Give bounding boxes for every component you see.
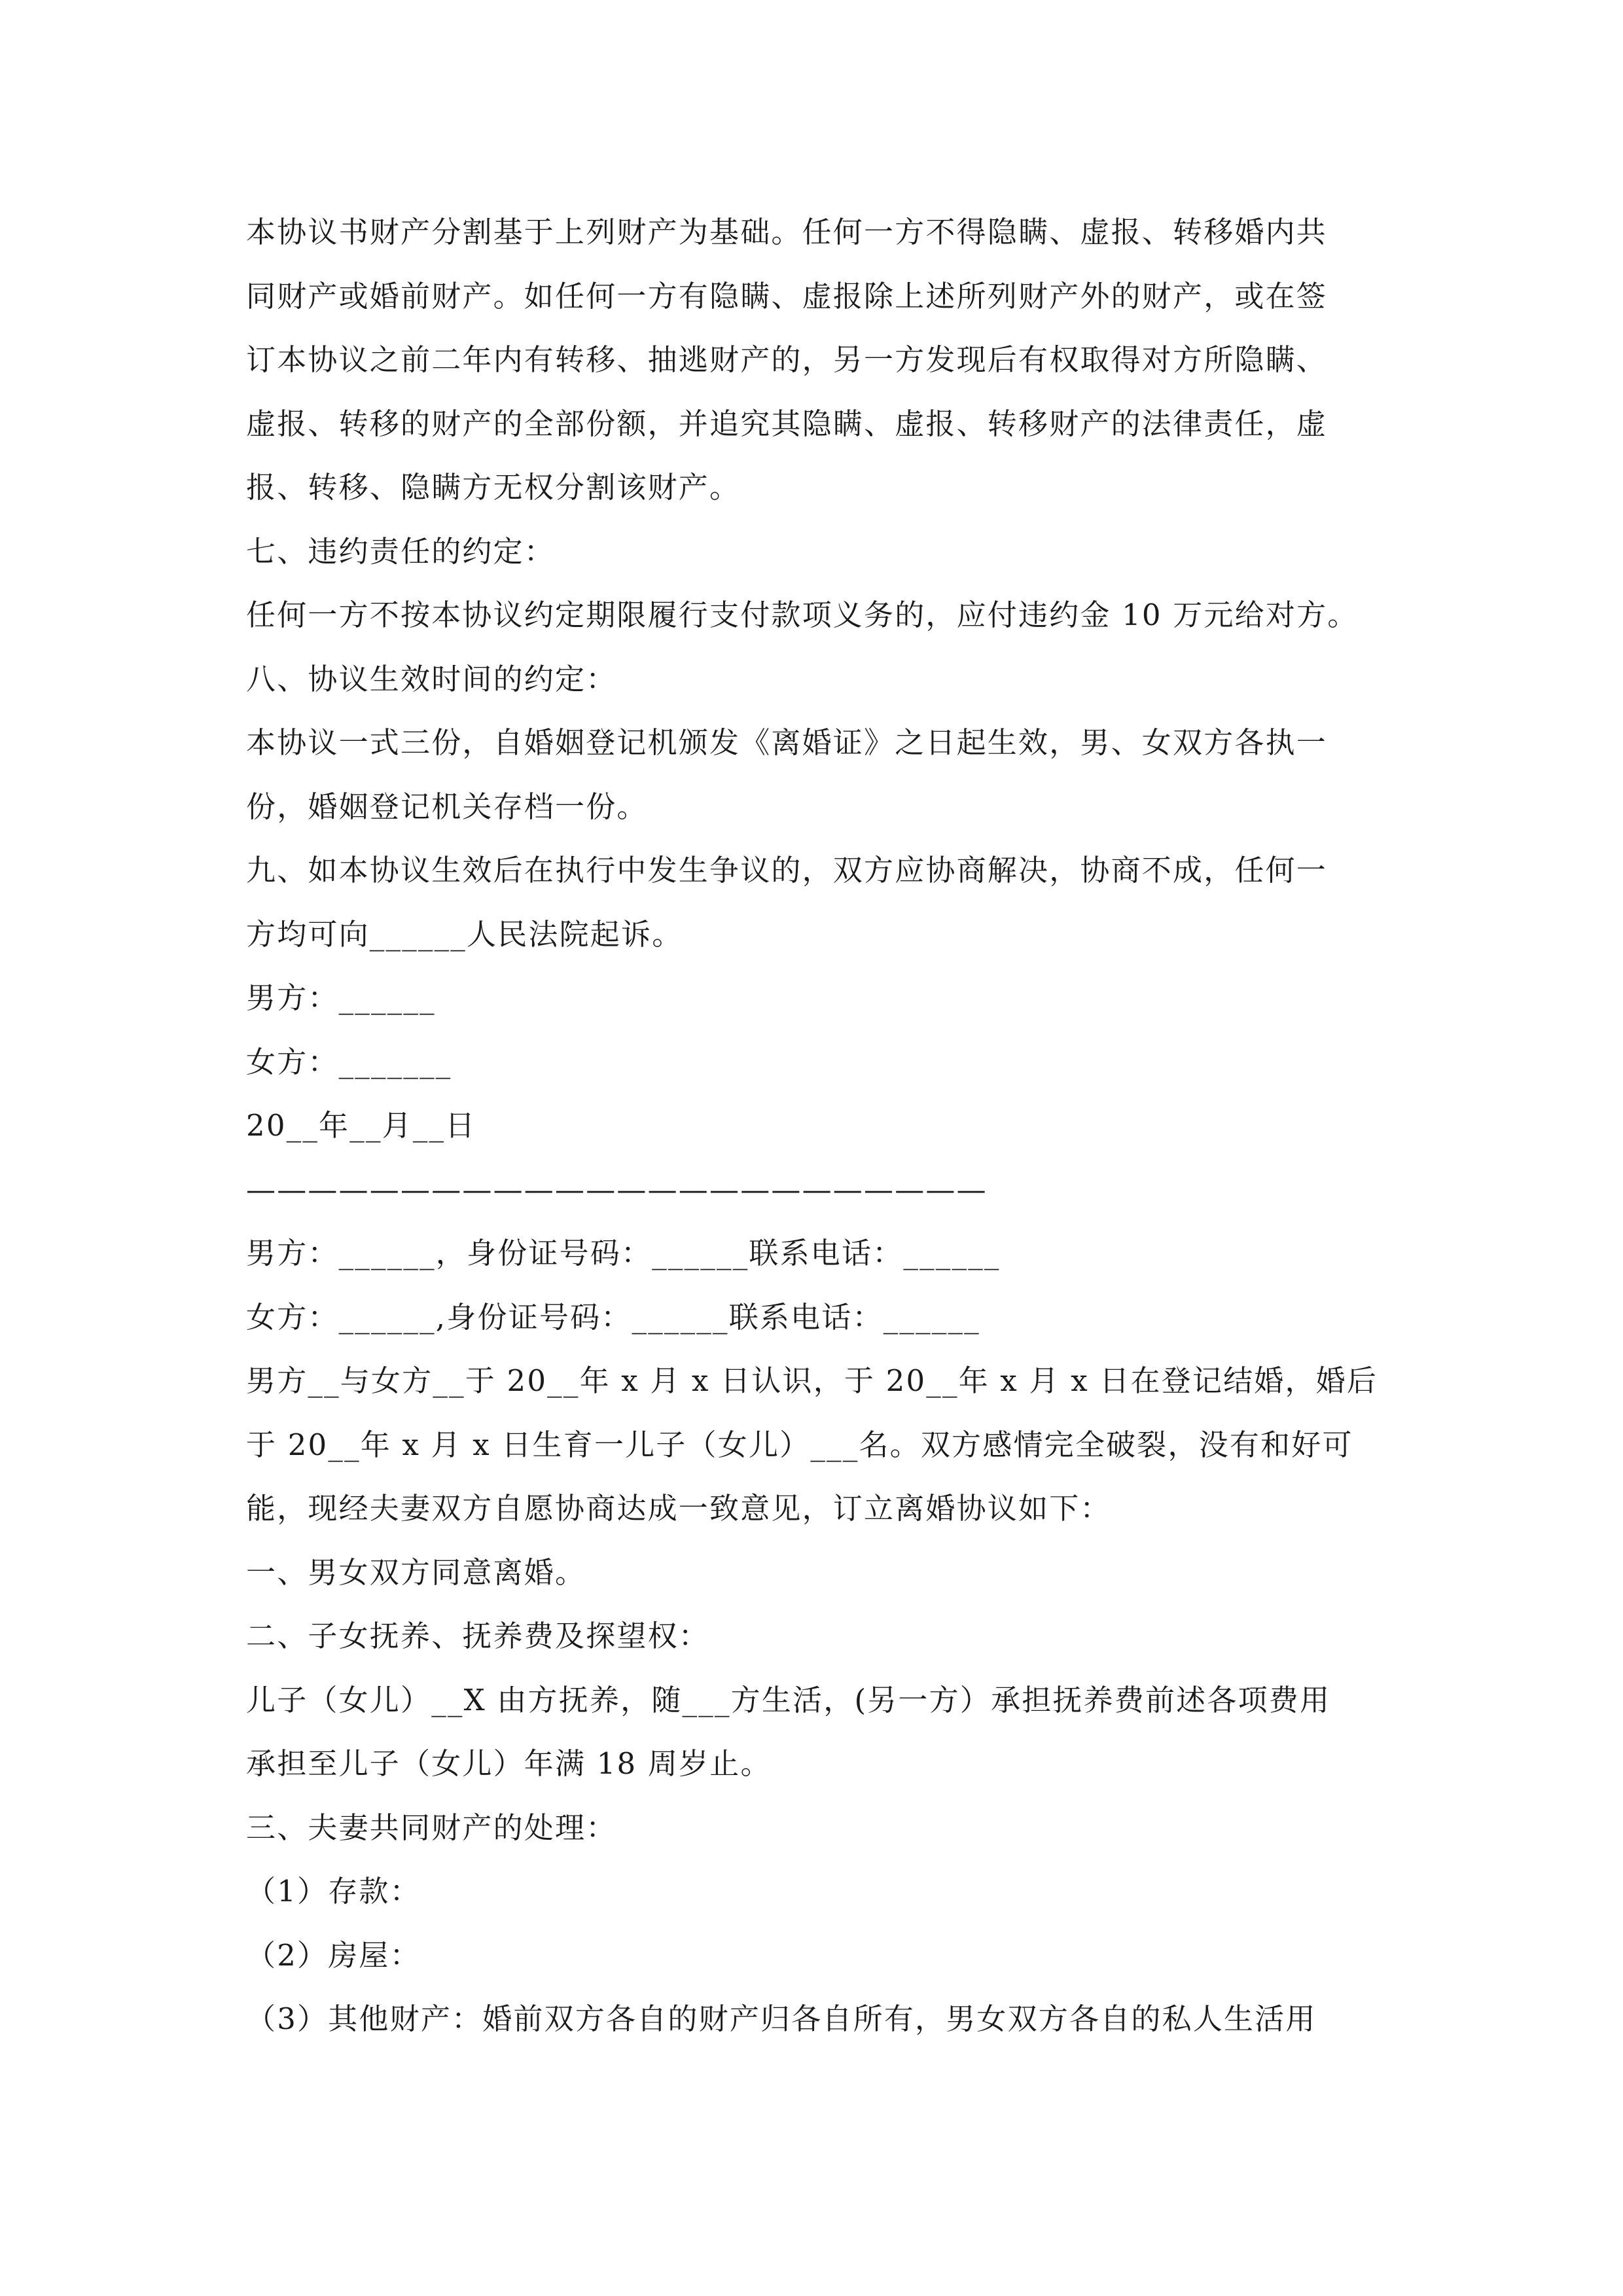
- paragraph-line: 男方__与女方__于 20__年 x 月 x 日认识，于 20__年 x 月 x 日在登记结婚，婚后: [246, 1363, 1378, 1398]
- paragraph-line: 于 20__年 x 月 x 日生育一儿子（女儿）___名。双方感情完全破裂，没有和好可: [246, 1427, 1353, 1462]
- section-heading-breach: 七、违约责任的约定：: [246, 533, 556, 569]
- male-info-line: 男方：______，身份证号码：______联系电话：______: [246, 1236, 1001, 1270]
- list-item-other-property: （3）其他财产：婚前双方各自的财产归各自所有，男女双方各自的私人生活用: [246, 2001, 1317, 2036]
- section-heading-dispute: 九、如本协议生效后在执行中发生争议的，双方应协商解决，协商不成，任何一: [246, 853, 1328, 888]
- document-body: [246, 200, 1398, 2051]
- paragraph-line: 虚报、转移的财产的全部份额，并追究其隐瞒、虚报、转移财产的法律责任，虚: [246, 406, 1328, 441]
- separator-line: ————————————————————————: [246, 1172, 988, 1207]
- paragraph-line: 方均可向______人民法院起诉。: [246, 916, 683, 952]
- section-heading-effective-time: 八、协议生效时间的约定：: [246, 661, 617, 696]
- paragraph-line: 承担至儿子（女儿）年满 18 周岁止。: [246, 1746, 772, 1781]
- paragraph-line: 报、转移、隐瞒方无权分割该财产。: [246, 470, 741, 505]
- date-line: 20__年__月__日: [246, 1108, 476, 1143]
- paragraph-line: 儿子（女儿）__X 由方抚养，随___方生活，(另一方）承担抚养费前述各项费用: [246, 1682, 1331, 1717]
- list-item-house: （2）房屋：: [246, 1937, 421, 1973]
- section-heading-divorce: 一、男女双方同意离婚。: [246, 1554, 586, 1590]
- paragraph-line: 本协议书财产分割基于上列财产为基础。任何一方不得隐瞒、虚报、转移婚内共: [246, 215, 1328, 249]
- paragraph-line: 同财产或婚前财产。如任何一方有隐瞒、虚报除上述所列财产外的财产，或在签: [246, 278, 1328, 314]
- signature-female-line: 女方：_______: [246, 1044, 452, 1079]
- paragraph-line: 能，现经夫妻双方自愿协商达成一致意见，订立离婚协议如下：: [246, 1491, 1111, 1526]
- paragraph-line: 份，婚姻登记机关存档一份。: [246, 789, 648, 824]
- section-heading-property: 三、夫妻共同财产的处理：: [246, 1810, 617, 1845]
- female-info-line: 女方：______,身份证号码：______联系电话：______: [246, 1299, 980, 1335]
- list-item-savings: （1）存款：: [246, 1874, 421, 1909]
- paragraph-line: 任何一方不按本协议约定期限履行支付款项义务的，应付违约金 10 万元给对方。: [246, 598, 1359, 632]
- signature-male-line: 男方：______: [246, 980, 436, 1015]
- paragraph-line: 订本协议之前二年内有转移、抽逃财产的，另一方发现后有权取得对方所隐瞒、: [246, 342, 1328, 377]
- paragraph-line: 本协议一式三份，自婚姻登记机颁发《离婚证》之日起生效，男、女双方各执一: [246, 725, 1328, 760]
- section-heading-custody: 二、子女抚养、抚养费及探望权：: [246, 1619, 710, 1653]
